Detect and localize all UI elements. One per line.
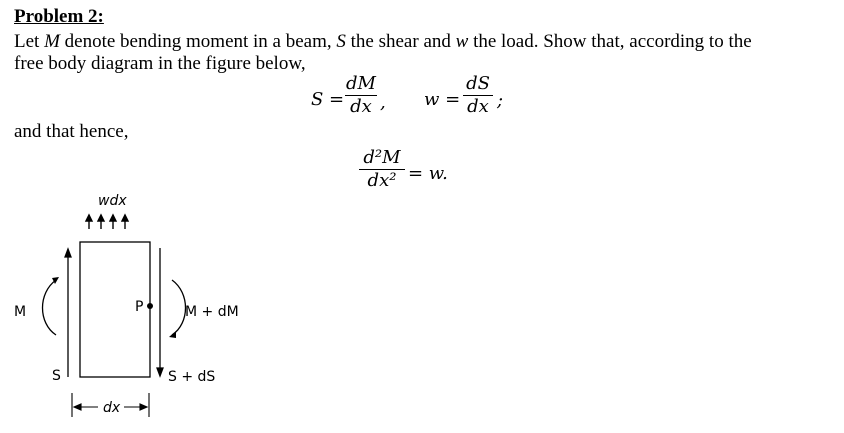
statement-text: the load. Show that, according to the: [468, 31, 752, 52]
symbol-w: w: [455, 31, 469, 52]
point-p-label: P: [135, 299, 144, 315]
eq3-rhs: = w.: [408, 163, 448, 184]
left-moment-label: M: [14, 304, 27, 320]
statement-text: denote bending moment in a beam,: [59, 31, 337, 52]
eq3-fraction: [359, 148, 405, 191]
free-body-diagram: [0, 185, 300, 433]
width-label: dx: [103, 400, 121, 416]
left-shear-arrow: [65, 249, 71, 377]
problem-heading: Problem 2:: [14, 6, 104, 27]
load-arrows: [86, 215, 128, 229]
eq2-denominator: dx: [467, 96, 489, 117]
eq3-numerator: d²M: [363, 147, 401, 168]
left-shear-label: S: [52, 368, 61, 384]
right-moment-arrowhead: [169, 331, 176, 338]
right-shear-label: S + dS: [168, 369, 216, 385]
symbol-M: M: [44, 31, 60, 52]
statement-text: Let: [14, 31, 45, 52]
eq2-semicolon: ;: [497, 90, 504, 111]
right-shear-arrow: [157, 248, 163, 376]
left-moment-arc: [43, 280, 57, 335]
eq2-fraction: [463, 74, 493, 117]
eq1-lhs: S =: [311, 89, 345, 110]
eq1-numerator: dM: [346, 73, 376, 94]
right-moment-label: M + dM: [185, 304, 239, 320]
eq2-numerator: dS: [466, 73, 490, 94]
eq1-comma: ,: [380, 92, 386, 113]
eq2-lhs: w =: [424, 89, 461, 110]
symbol-S: S: [336, 31, 346, 52]
point-p: [147, 303, 153, 309]
eq1-fraction: [345, 74, 377, 117]
hence-text: and that hence,: [14, 121, 129, 142]
right-moment-arc: [172, 280, 186, 335]
problem-statement-line-1: [14, 31, 752, 53]
eq1-denominator: dx: [350, 96, 372, 117]
load-label: wdx: [98, 193, 127, 209]
problem-statement-line-2: free body diagram in the figure below,: [14, 53, 306, 74]
statement-text: the shear and: [345, 31, 456, 52]
eq3-denominator: dx²: [367, 170, 397, 191]
